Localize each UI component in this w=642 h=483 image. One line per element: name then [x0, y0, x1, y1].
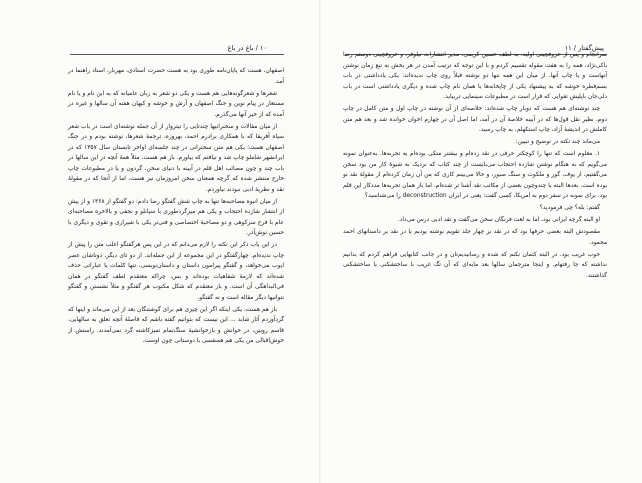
- paragraph: از میان انبوه مصاحبه‌ها تنها به چاپ شش گفتگو رضا دادم: دو گفتگو از ۱۳۶۸ و از پیش از انتشار شازده احتجاب و یکی هم میزگردطوری با سپانلو و نجفی و بالاخره مصاحبه‌ای عام با فرج سرکوهی و دو مصاحبهٔ اختصاصی و فنی‌تر یکی با شیرازی و تقوی و دیگری با حسین نوش‌آذر.: [68, 198, 284, 236]
- left-page-header: ۱۰ / باغ در باغ: [227, 44, 267, 52]
- right-page-header: پیش‌گفتار / ۱۱: [564, 44, 604, 52]
- paragraph: در این باب ذکر این نکته را لازم می‌دانم که در این پس هرگفتگو اغلب متن را پیش از چاپ ندیده‌ام. چهارگفتگو در این مجموعه از این جمله‌اند. از دو تای دیگر، دوتاشان عصر ایوب می‌خواهد، و گفتگو پیرامون داستان و داستان‌نویسی، تنها کلمات یا عباراتی حذف شده‌اند که لازمهٔ شفاهیات بوده‌اند و بس، چراکه معتقدم لطف گفتگو در همان فی‌البداهگی آن است. و باز معتقدم که شکل مکتوب هر گفتگو و مثلاً نشستن و گفتگو نتوانیها دیگر مقاله است و نه گفتگو.: [68, 242, 284, 301]
- paragraph: شعرها و شعرگونه‌هایی هم هست و یکی دو شعر به زبان عامیانه که به این نام و یا نام مستعار در پیام نوین و جنگ اصفهان و آرش و خوشه و کیهان هفته آن سالها و غیره در آمده که از خیر آنها می‌گذرم.: [68, 90, 284, 118]
- paragraph: او البته گرچه ایرانی بود، اما به لغت فرنگان سخن می‌گفت و نقد ادبی درس می‌داد.: [397, 217, 600, 223]
- paragraph: خوب غریب بود. در البته کتمان نکنم که شده و رسانیدیم‌تان و در جانب کتابهایی فراهم کردم که بدانیم نداشته که جا رفتهام. و اینجا مترجمان سالها بعد مایه‌ای که آن تگ غریب با ساختشکنی یا ساختشکنی گذاشتند.: [343, 251, 607, 279]
- paragraph: باز هم هست، یکی اینکه اگر این چیزی هم برای گوشتنگان بعد از این می‌ماند و اینها که گردآوردم آثار شاید ... این نیست که بتوانیم گفته باشم که فاصلهٔ آنچه تعلق به سالهایی، قاسم روبین، در خوانش و بازخوانشیهٔ سنگ‌تمام تمیزکاشته گرد نمی‌آمدند. راستش از خوش‌اقبالی من یکی هم همنفسی با دوستانی چون اوست.: [68, 306, 284, 344]
- left-header-rule: [70, 54, 284, 55]
- paragraph: سرانجام و پس از حروفچینی اولیه، به لطف حسین کریمی، مدیر انتشارات نیلوفر، و حروفچینی دوستم رضا باکی‌نژاد، همه را به هفت مقوله تقسیم کردم و با این توجه که ترتیب آمدن در هر بخش به تبع زمان نوشتن آنهاست و یا چاپ آنها. از میان این همه تنها دو نوشته قبلاً روی چاپ ندیده‌اند: یکی یادداشتی در باب بسم‌فطره خوشه که به پیشنهاد یکی از چاپخانه‌ها با همان نام چاپ شده و دیگری یادداشتی است در باب دلی‌جان باپلیش تقوایی که قرار است در مطبوعات سینمایی دربیاید.: [343, 52, 607, 100]
- paragraph: گفتم: بله؟ چی فرمودید؟: [539, 205, 600, 211]
- right-page-body: [343, 50, 607, 283]
- paragraph: می‌ماند چند نکته در توضیح و تبیین:: [515, 139, 600, 145]
- left-page-body: [68, 66, 284, 348]
- right-page: [321, 0, 642, 483]
- paragraph: ۱. معلوم است که تنها را کوچکتر حرفی در نقد زده‌ام و بیشتر متکی بوده‌ام به تجربه‌ها. به‌عنوان نمونه می‌گویم که به هنگام نوشتن شازده احتجاب می‌بایست از چند کتاب که نزدیک به شیوهٔ کار من بود سخن می‌گفتیم، از یوف، گور و ملکوت و سنگ صبور، و حالا می‌بینم کاری که من آن زمان کرده‌ام از مقولهٔ نقد نو بوده است. بعدها البته با چندوچون بعضی از مکاتب نقد آشنا تر شده‌ام، اما باز همان تجربه‌ها مددکار این قلم بود. برای نمونه در سفر دوم به امریکا، کسی گفت: یعنی در ایران deconstruction را می‌شناسید؟: [343, 151, 607, 199]
- paragraph: از میان مقالات و سخنرانیها چندتایی را تیتروار از آن جمله نوشته‌ای است در باب شعر سیاه آفریقا که با همکاری برادرم احمد، بهروزه، ترجمهٔ شعرها، نوشته بودم و در جنگ اصفهان هست؛ یکی هم متن سخنرانی در چند جلسه‌ای اواخر تابستان سال ۱۳۵۷ که در ایرانشهر شاملو چاپ شد و نیافتم که بیاورم. باز هم هست، مثلاً همهٔ آنچه در این سالها در باب چند و چون مصائب اهل قلم در آیینه با دنیای سخن، گردون و یا در مطبوعات چاپ خارج منتشر شده که گرچه همعنان سخن امروزمان نیز هست، اما از آنجا که در مقولهٔ نقد و نظریهٔ ادبی نبودند نیاوردم.: [68, 123, 284, 193]
- paragraph: اصفهان، هست که پایان‌نامه طوری بود به هست حضرت استادی، مهربار، استاد راهنما در آمد.: [68, 68, 284, 85]
- paragraph: چند نوشته‌ای هم هست که دوبار چاپ شده‌اند: خلاصه‌ای از آن نوشته در چاپ اول و متن کامل در چاپ دوم، نظیر نقل قول‌ها که در آیینه خلاصهٔ آن در آمد، اما اصل آن در چهارم اخوان خوانده شد و بعد هم متن کاملش در اندیشهٔ آزاد، چاپ استکهلم، به چاپ رسید.: [343, 106, 607, 133]
- paragraph: مقصودش البته بعضی حرفها بود که در نقد بر چهار جلد تقویم نوشته بودیم یا در نقد بر داستانهای احمد محمود.: [343, 229, 607, 246]
